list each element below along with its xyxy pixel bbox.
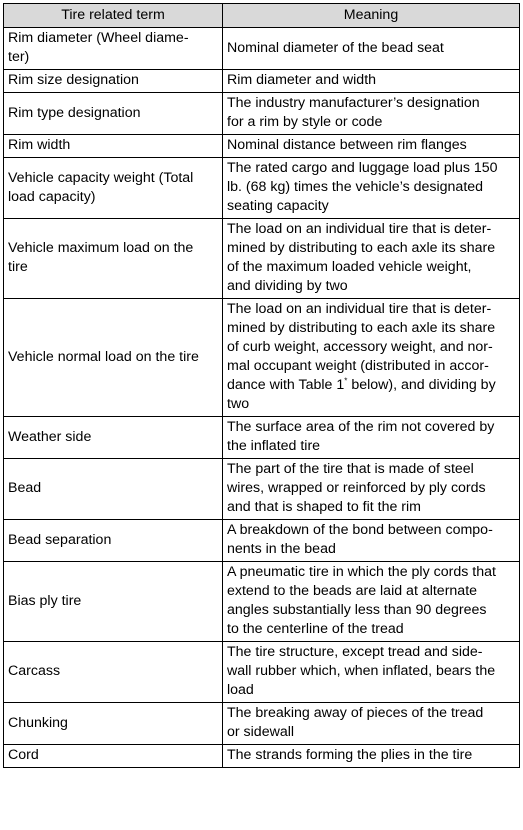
table-row — [4, 642, 520, 703]
term-cell: Cord — [4, 745, 223, 768]
table-row — [4, 299, 520, 417]
term-cell: Bead separation — [4, 520, 223, 562]
meaning-text: The load on an individual tire that is deter- mined by distributing to each axle its share of curb weight, accessory weight, and nor- mal occupant weight (distributed in accor- dance with Table 1 — [227, 301, 496, 393]
term-cell: Vehicle capacity weight (Total load capacity) — [4, 158, 223, 219]
table-row — [4, 417, 520, 459]
table-header-row — [4, 4, 520, 28]
table-row — [4, 70, 520, 93]
table-row — [4, 28, 520, 70]
meaning-cell: A breakdown of the bond between compo- nents in the bead — [223, 520, 520, 562]
meaning-text: below), and dividing by two — [227, 377, 496, 412]
asterisk-footnote-mark: * — [344, 376, 348, 386]
meaning-cell: The surface area of the rim not covered by the inflated tire — [223, 417, 520, 459]
meaning-cell: Nominal distance between rim flanges — [223, 135, 520, 158]
table-row — [4, 135, 520, 158]
term-cell: Bead — [4, 459, 223, 520]
meaning-cell: The strands forming the plies in the tire — [223, 745, 520, 768]
term-cell: Rim size designation — [4, 70, 223, 93]
term-cell: Weather side — [4, 417, 223, 459]
meaning-cell: Nominal diameter of the bead seat — [223, 28, 520, 70]
table-row — [4, 93, 520, 135]
meaning-cell: A pneumatic tire in which the ply cords that extend to the beads are laid at alternate angles substantially less than 90 degrees to the centerline of the tread — [223, 562, 520, 642]
meaning-cell: The load on an individual tire that is deter- mined by distributing to each axle its share of the maximum loaded vehicle weight, and dividing by two — [223, 219, 520, 299]
term-cell: Bias ply tire — [4, 562, 223, 642]
table-row — [4, 459, 520, 520]
term-cell: Rim width — [4, 135, 223, 158]
term-cell: Carcass — [4, 642, 223, 703]
meaning-cell: The rated cargo and luggage load plus 150 lb. (68 kg) times the vehicle’s designated seating capacity — [223, 158, 520, 219]
term-cell: Vehicle normal load on the tire — [4, 299, 223, 417]
meaning-cell: Rim diameter and width — [223, 70, 520, 93]
table-row — [4, 219, 520, 299]
table-row — [4, 158, 520, 219]
table-row — [4, 562, 520, 642]
meaning-cell: The part of the tire that is made of steel wires, wrapped or reinforced by ply cords and that is shaped to fit the rim — [223, 459, 520, 520]
meaning-cell: The tire structure, except tread and side- wall rubber which, when inflated, bears the load — [223, 642, 520, 703]
term-cell: Rim type designation — [4, 93, 223, 135]
term-cell: Vehicle maximum load on the tire — [4, 219, 223, 299]
term-cell: Chunking — [4, 703, 223, 745]
table-row — [4, 520, 520, 562]
header-term: Tire related term — [4, 4, 223, 28]
header-meaning: Meaning — [223, 4, 520, 28]
meaning-cell — [223, 299, 520, 417]
table-row — [4, 745, 520, 768]
table-row — [4, 703, 520, 745]
meaning-cell: The breaking away of pieces of the tread or sidewall — [223, 703, 520, 745]
tire-terms-table — [3, 3, 520, 768]
meaning-cell: The industry manufacturer’s designation for a rim by style or code — [223, 93, 520, 135]
term-cell: Rim diameter (Wheel diame- ter) — [4, 28, 223, 70]
